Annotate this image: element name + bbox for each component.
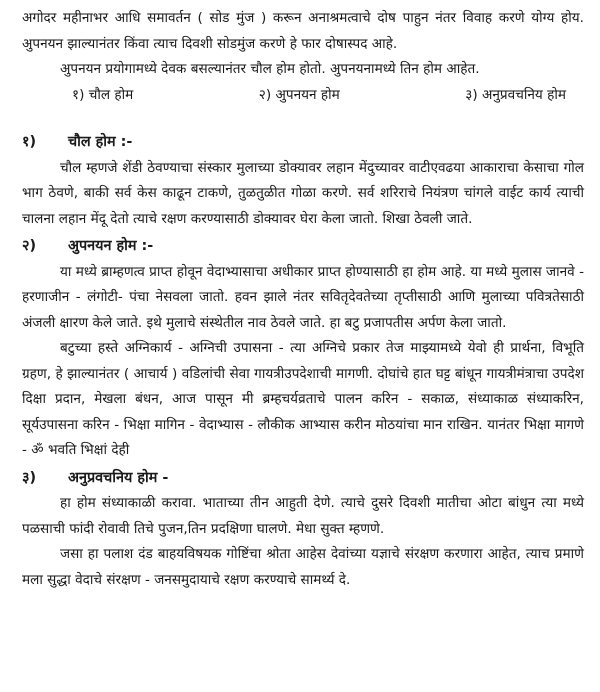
section-number: २) — [22, 238, 37, 254]
homa-list-item: १) चौल होम — [72, 86, 134, 103]
section-heading — [22, 130, 584, 156]
section-paragraph: चौल म्हणजे शेंडी ठेवण्याचा संस्कार मुलाच्या डोक्यावर लहान मेंदुच्यावर वाटीएवढया आकाराचा केसाचा गोल भाग ठेवणे, बाकी सर्व केस काढून टाकणे, तुळतुळीत गोळा करणे. सर्व शरिराचे नियंत्रण चांगले वाईट कार्य त्याची चालना लहान मेंदू देतो त्याचे रक्षण करण्यासाठी डोक्यावर घेरा केला जातो. शिखा ठेवली जाते. — [22, 159, 584, 227]
section-paragraph: हा होम संध्याकाळी करावा. भाताच्या तीन आहुती देणे. त्याचे दुसरे दिवशी मातीचा ओटा बांधुन त्या मध्ये पळसाची फांदी रोवावी तिचे पुजन,तिन प्रदक्षिणा घालणे. मेधा सुक्त म्हणणे. — [22, 495, 584, 537]
intro-line: अुपनयन प्रयोगामध्ये देवक बसल्यानंतर चौल होम होतो. अुपनयनामध्ये तिन होम आहेत. — [60, 61, 480, 77]
section-number: ३) — [22, 469, 37, 486]
section-heading — [22, 466, 584, 492]
section-title: अनुप्रवचनिय होम - — [68, 469, 169, 486]
section-title: अुपनयन होम :- — [68, 238, 154, 254]
section-number: १) — [22, 134, 37, 150]
section-title: चौल होम :- — [68, 134, 133, 150]
section-paragraph: या मध्ये ब्राम्हणत्व प्राप्त होवून वेदाभ्यासाचा अधीकार प्राप्त होण्यासाठी हा होम आहे. या मध्ये मुलास जानवे - हरणाजीन - लंगोटी- पंचा नेसवला जातो. हवन झाले नंतर सवितृदेवतेच्या तृप्तीसाठी आणि मुलाच्या पवित्रतेसाठी अंजली क्षारण केले जाते. इथे मुलाचे संस्थेतील नाव ठेवले जाते. हा बटु प्रजापतीस अर्पण केला जातो. — [22, 263, 584, 331]
homa-list — [22, 83, 584, 109]
spacer — [22, 108, 584, 130]
intro-paragraph: अगोदर महीनाभर आधि समावर्तन ( सोड मुंज ) करून अनाश्रमत्वाचे दोष पाहुन नंतर विवाह करणे योग्य होय. अुपनयन झाल्यानंतर किंवा त्याच दिवशी सोडमुंज करणे हे फार दोषास्पद आहे. — [22, 10, 584, 52]
homa-list-item: ३) अनुप्रवचनिय होम — [465, 86, 566, 103]
section-heading — [22, 234, 584, 260]
homa-list-item: २) अुपनयन होम — [258, 86, 340, 103]
section-paragraph: जसा हा पलाश दंड बाहयविषयक गोष्टिंचा श्रोता आहेस देवांच्या यज्ञाचे संरक्षण करणारा आहेत, त्याच प्रमाणे मला सुद्धा वेदाचे संरक्षण - जनसमुदायाचे रक्षण करण्याचे सामर्थ्य दे. — [22, 546, 584, 588]
section-paragraph: बटुच्या हस्ते अग्निकार्य - अग्निची उपासना - त्या अग्निचे प्रकार तेज माझ्यामध्ये येवो ही प्रार्थना, विभूति ग्रहण, हे झाल्यानंतर ( आचार्य ) वडिलांची सेवा गायत्रीउपदेशाची मागणी. दोघांचे हात घट्ट बांधून गायत्रीमंत्राचा उपदेश दिक्षा प्रदान, मेखला बंधन, आज पासून मी ब्रम्हचर्यव्रताचे पालन करिन - सकाळ, संध्याकाळ संध्याकरिन, सूर्यउपासना करिन - भिक्षा मागिन - वेदाभ्यास - लौकीक आभ्यास करीन मोठयांचा मान राखिन. यानंतर भिक्षा मागणे - ॐ भवति भिक्षां देही — [22, 340, 584, 458]
